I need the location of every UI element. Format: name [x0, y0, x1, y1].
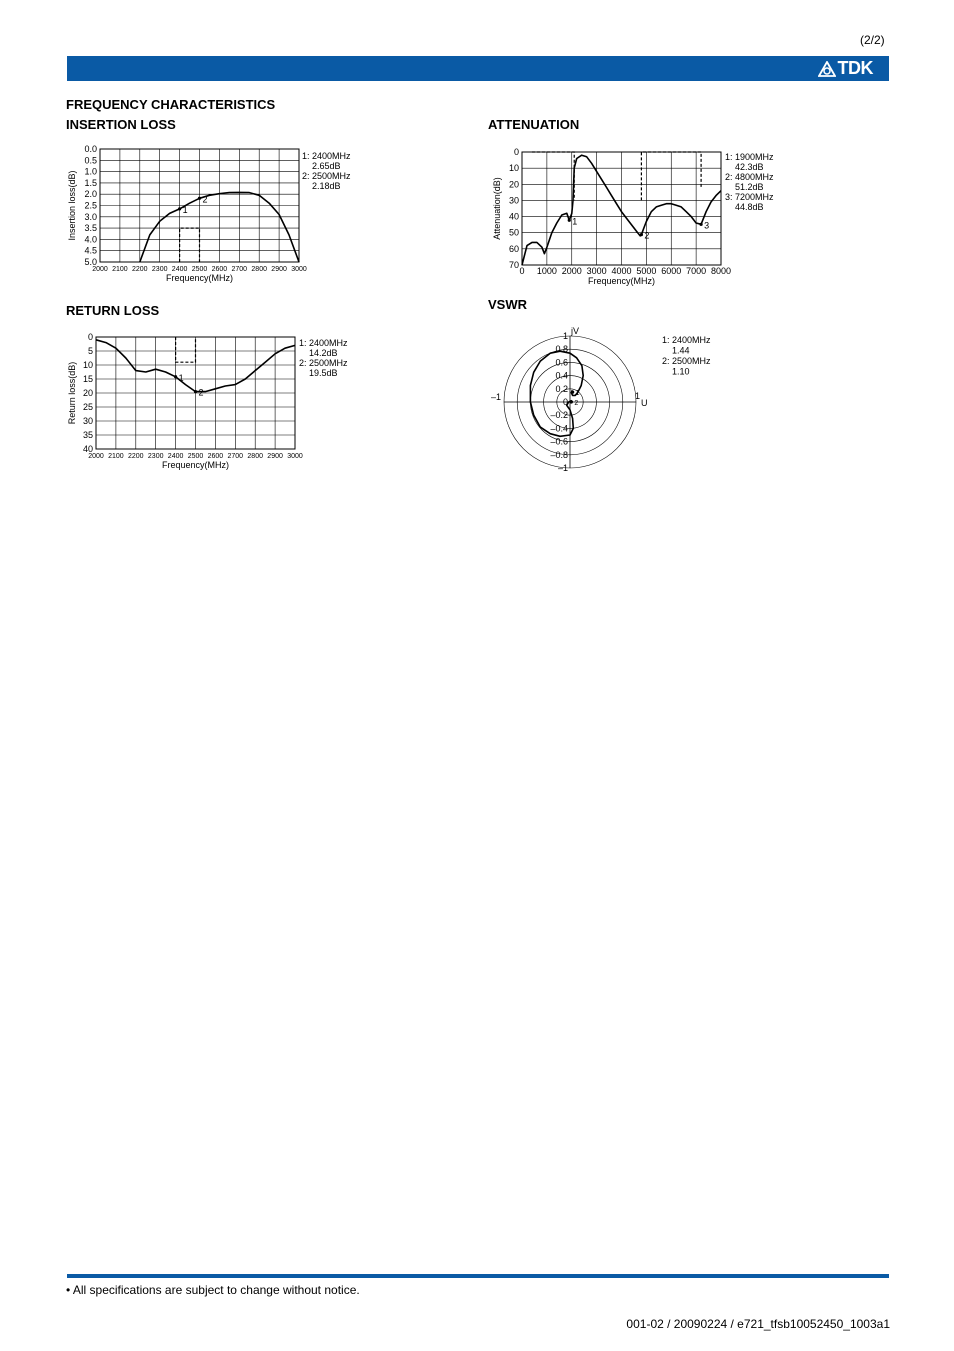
y-tick-label: –0.4 [550, 423, 568, 434]
y-tick-label: –1 [557, 463, 568, 473]
data-point-marker [568, 219, 571, 222]
y-tick-label: 0.8 [555, 344, 568, 355]
y-tick-label: 1.5 [84, 177, 97, 188]
x-tick-label: 2000 [561, 266, 582, 276]
y-tick-label: 15 [82, 374, 93, 384]
y-tick-label: 40 [508, 211, 519, 222]
legend-annotation: 1.10 [672, 366, 690, 377]
x-tick-label: 2700 [227, 453, 244, 460]
x-axis-label: Frequency(MHz) [161, 460, 230, 470]
y-tick-label: 30 [82, 416, 93, 426]
data-point-marker [194, 390, 197, 393]
x-tick-label: 2800 [247, 453, 263, 460]
y-tick-label: 0.4 [555, 370, 568, 381]
y-tick-label: 0.0 [84, 144, 97, 154]
y-tick-label: –0.2 [550, 410, 568, 421]
legend-annotation: 14.2dB [309, 348, 338, 358]
legend-annotation: 3: 7200MHz [725, 192, 774, 202]
y-axis-label: Insertion loss(dB) [67, 170, 77, 241]
y-tick-label: 60 [508, 243, 519, 254]
band-marker [176, 337, 196, 362]
legend-annotation: 1: 2400MHz [662, 335, 711, 345]
x-tick-label: 1000 [536, 266, 557, 276]
x-axis-label: U [641, 398, 648, 408]
brand-name: TDK [837, 58, 873, 78]
y-tick-label: 4.0 [84, 234, 97, 245]
y-tick-label: 5 [87, 346, 93, 356]
y-tick-label: 2.0 [84, 189, 97, 200]
footer-bar [67, 1274, 889, 1278]
x-tick-label: 0 [519, 266, 525, 276]
y-tick-label: 35 [82, 430, 93, 440]
x-tick-label: 2200 [132, 266, 148, 273]
vswr-title: VSWR [488, 297, 527, 312]
y-tick-label: 70 [508, 260, 519, 270]
data-point-label: 2 [198, 387, 204, 398]
y-axis-label: Return loss(dB) [67, 361, 77, 425]
data-point-marker [571, 391, 574, 394]
document-code: 001-02 / 20090224 / e721_tfsb10052450_1003a1 [626, 1317, 890, 1331]
x-axis-label: Frequency(MHz) [587, 276, 656, 286]
y-axis-label: jV [571, 326, 580, 336]
y-tick-label: –0.6 [550, 436, 568, 447]
header-bar [67, 56, 889, 81]
y-tick-label: 10 [508, 163, 519, 174]
x-tick-label: 2800 [251, 266, 267, 273]
y-tick-label: 3.0 [84, 211, 97, 222]
data-point-marker [174, 375, 177, 378]
legend-annotation: 1: 2400MHz [299, 338, 348, 348]
vswr-chart [488, 318, 748, 478]
y-tick-label: 25 [82, 402, 93, 412]
data-point-label: 1 [575, 390, 580, 398]
return-loss-title: RETURN LOSS [66, 303, 160, 318]
attenuation-title: ATTENUATION [488, 117, 580, 132]
return-loss-chart [60, 328, 370, 478]
y-tick-label: 0.2 [555, 383, 568, 394]
legend-annotation: 44.8dB [735, 202, 764, 212]
x-axis-label: Frequency(MHz) [165, 273, 234, 283]
data-point-label: 2 [202, 194, 208, 205]
legend-annotation: 19.5dB [309, 368, 338, 378]
legend-annotation: 2: 4800MHz [725, 172, 774, 182]
x-tick-label: 6000 [661, 266, 682, 276]
data-point-label: 2 [644, 230, 650, 241]
x-tick-label: 3000 [586, 266, 607, 276]
legend-annotation: 2.18dB [312, 181, 341, 191]
x-tick-label: 2600 [211, 266, 228, 273]
x-tick-label: 2100 [108, 453, 124, 460]
x-tick-label: 1 [635, 391, 641, 401]
y-tick-label: 1 [562, 331, 568, 341]
y-tick-label: 20 [508, 179, 519, 190]
y-tick-label: 50 [508, 227, 519, 238]
data-point-marker [198, 197, 201, 200]
legend-annotation: 2: 2500MHz [299, 358, 348, 368]
page-number: (2/2) [860, 33, 885, 47]
x-tick-label: 2900 [267, 453, 283, 460]
section-title: FREQUENCY CHARACTERISTICS [66, 97, 276, 112]
x-tick-label: 2100 [112, 266, 128, 273]
x-tick-label: 2500 [187, 453, 204, 460]
attenuation-chart [488, 140, 788, 290]
x-tick-label: 3000 [287, 453, 303, 460]
data-point-marker [178, 207, 181, 210]
insertion-loss-chart [60, 140, 370, 290]
data-point-marker [640, 233, 643, 236]
y-tick-label: 0.5 [84, 155, 97, 166]
x-tick-label: 2400 [167, 453, 184, 460]
data-point-label: 3 [704, 220, 710, 231]
data-point-marker [700, 223, 703, 226]
x-tick-label: 2500 [191, 266, 208, 273]
data-point-label: 1 [182, 204, 188, 215]
band-marker [180, 228, 200, 262]
data-point-label: 1 [572, 216, 578, 227]
legend-annotation: 1: 2400MHz [302, 151, 351, 161]
y-tick-label: 0.6 [555, 357, 568, 368]
x-tick-label: 2900 [271, 266, 287, 273]
data-point-marker [570, 400, 573, 403]
y-tick-label: 4.5 [84, 245, 97, 256]
x-tick-label: 2000 [92, 266, 108, 273]
y-tick-label: 2.5 [84, 200, 97, 211]
x-tick-label: 5000 [636, 266, 657, 276]
x-tick-label: 2300 [151, 266, 168, 273]
insertion-loss-title: INSERTION LOSS [66, 117, 176, 132]
tdk-logo [818, 59, 874, 78]
x-tick-label: 7000 [686, 266, 707, 276]
x-tick-label: 2000 [88, 453, 104, 460]
y-tick-label: 30 [508, 195, 519, 206]
x-tick-label: 2400 [171, 266, 188, 273]
legend-annotation: 42.3dB [735, 162, 764, 172]
y-tick-label: 1.0 [84, 166, 97, 177]
legend-annotation: 2: 2500MHz [662, 356, 711, 366]
x-tick-label: 2700 [231, 266, 248, 273]
y-tick-label: 10 [82, 360, 93, 370]
y-tick-label: –0.8 [550, 449, 568, 460]
y-tick-label: 3.5 [84, 223, 97, 234]
tdk-logo-icon [818, 61, 836, 77]
legend-annotation: 1: 1900MHz [725, 152, 774, 162]
y-tick-label: 0 [562, 397, 568, 407]
legend-annotation: 2.65dB [312, 161, 341, 171]
data-point-label: 1 [178, 372, 184, 383]
x-tick-label: 3000 [291, 266, 307, 273]
y-tick-label: 0 [87, 332, 93, 342]
y-axis-label: Attenuation(dB) [492, 177, 502, 240]
band-marker [532, 152, 574, 200]
footer-note: • All specifications are subject to change without notice. [66, 1283, 360, 1297]
x-tick-label: 8000 [710, 266, 732, 276]
x-tick-label: 2600 [207, 453, 224, 460]
y-tick-label: 0 [513, 147, 519, 157]
x-tick-label: 2300 [147, 453, 164, 460]
x-tick-label: –1 [490, 392, 501, 402]
legend-annotation: 51.2dB [735, 182, 764, 192]
data-point-label: 2 [574, 400, 579, 407]
y-tick-label: 20 [82, 388, 93, 398]
y-tick-label: 5.0 [84, 257, 97, 267]
legend-annotation: 2: 2500MHz [302, 171, 351, 181]
x-tick-label: 2200 [128, 453, 144, 460]
y-tick-label: 40 [82, 444, 93, 454]
x-tick-label: 4000 [611, 266, 632, 276]
legend-annotation: 1.44 [672, 345, 690, 356]
